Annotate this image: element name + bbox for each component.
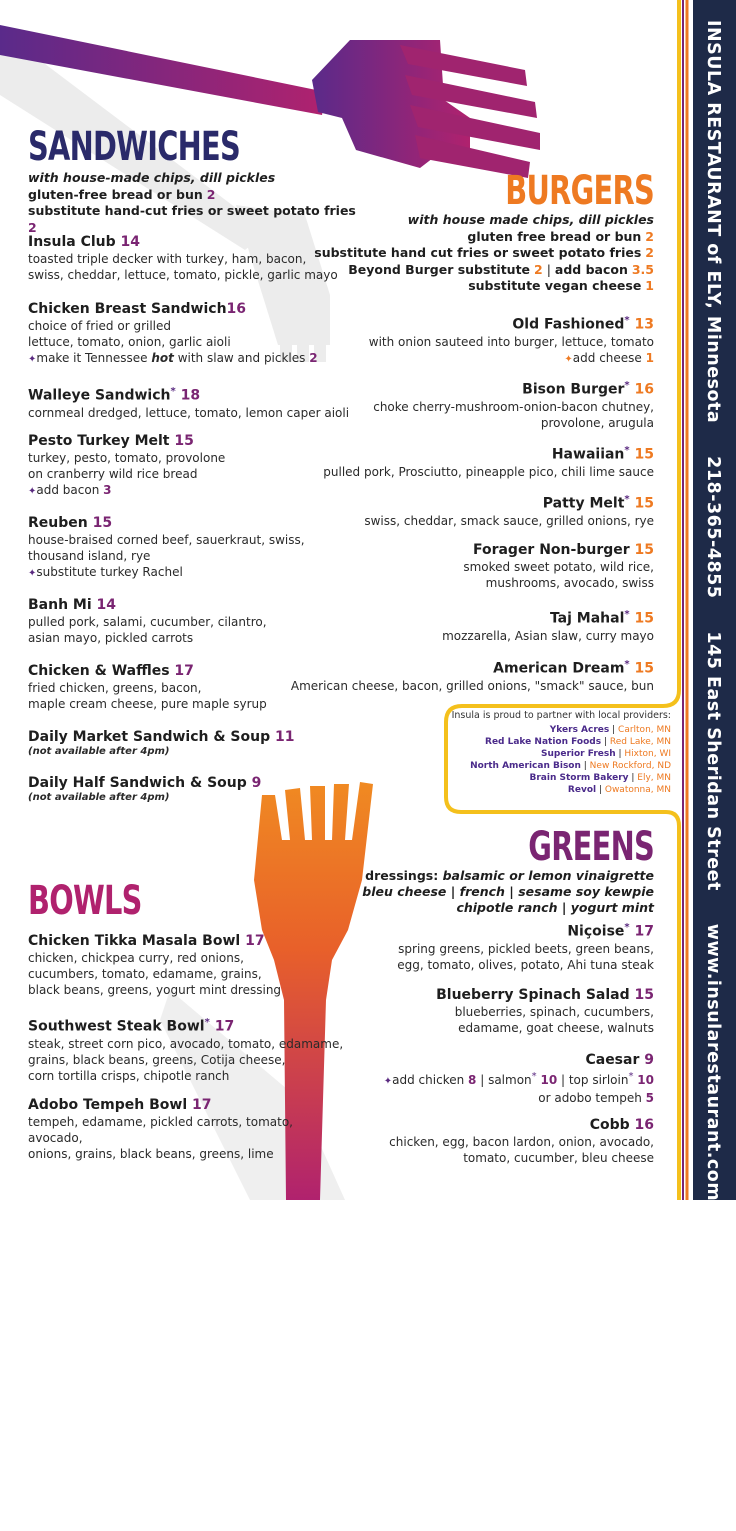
- sandwich-item: [28, 774, 368, 804]
- partner-item: North American Bison | New Rockford, ND: [470, 761, 671, 771]
- item-price: 17: [192, 1097, 212, 1113]
- item-price: 14: [96, 597, 117, 613]
- item-desc: toasted triple decker with turkey, ham, bacon,: [28, 252, 307, 266]
- item-desc: egg, tomato, olives, potato, Ahi tuna steak: [397, 957, 654, 972]
- item-name: Reuben: [28, 515, 88, 531]
- item-name: Patty Melt: [542, 495, 625, 512]
- sandwiches-note-sub: substitute hand-cut fries or sweet potato fries: [28, 203, 356, 218]
- bowls-title: BOWLS: [28, 878, 142, 924]
- item-price: 15: [634, 987, 654, 1003]
- item-name: Chicken Breast Sandwich: [28, 301, 227, 317]
- item-name: Chicken Tikka Masala Bowl: [28, 933, 241, 949]
- item-desc: spring greens, pickled beets, green beans,: [398, 941, 654, 956]
- item-price: 15: [634, 495, 654, 512]
- item-desc: steak, street corn pico, avocado, tomato, edamame,: [28, 1036, 344, 1051]
- item-desc: pulled pork, Prosciutto, pineapple pico, chili lime sauce: [323, 464, 654, 479]
- sandwich-item: Walleye Sandwich* 18 cornmeal dredged, lettuce, tomato, lemon caper aioli: [28, 383, 368, 421]
- bowl-item: [28, 1096, 348, 1162]
- item-desc: mushrooms, avocado, swiss: [485, 576, 654, 590]
- burgers-notes: with house made chips, dill pickles gluten free bread or bun 2 substitute hand cut fries or sweet potato fries 2 Beyond Burger substitute 2 | add bacon 3.5 substitute vegan cheese 1: [314, 212, 654, 293]
- sandwiches-title: SANDWICHES: [28, 124, 240, 170]
- item-addon: ✦add cheese 1: [564, 350, 654, 365]
- star-icon: ✦: [564, 353, 573, 365]
- item-name: Hawaiian: [551, 446, 625, 463]
- item-desc: asian mayo, pickled carrots: [28, 631, 194, 645]
- item-name: Daily Market Sandwich & Soup: [28, 729, 271, 745]
- burger-item: Old Fashioned* 13 with onion sauteed into burger, lettuce, tomato ✦add cheese 1: [274, 312, 654, 368]
- greens-item: [294, 1116, 654, 1166]
- item-price: 17: [634, 923, 654, 940]
- item-price: 15: [634, 660, 654, 677]
- item-desc: blueberries, spinach, cucumbers,: [454, 1005, 654, 1019]
- burger-item: Bison Burger* 16 choke cherry-mushroom-onion-bacon chutney, provolone, arugula: [274, 377, 654, 431]
- item-name: Bison Burger: [522, 381, 625, 398]
- item-price: 15: [634, 542, 654, 558]
- item-desc: edamame, goat cheese, walnuts: [458, 1021, 654, 1035]
- item-desc: mozzarella, Asian slaw, curry mayo: [442, 628, 654, 643]
- item-name: American Dream: [493, 660, 625, 677]
- item-price: 15: [634, 446, 654, 463]
- item-desc: grains, black beans, greens, Cotija cheese,: [28, 1052, 286, 1067]
- item-price: 13: [634, 316, 654, 333]
- partner-item: Ykers Acres | Carlton, MN: [549, 725, 671, 735]
- item-price: 15: [92, 515, 113, 531]
- burger-item: Hawaiian* 15 pulled pork, Prosciutto, pineapple pico, chili lime sauce: [274, 442, 654, 480]
- item-name: Daily Half Sandwich & Soup: [28, 775, 247, 791]
- burger-item: Taj Mahal* 15 mozzarella, Asian slaw, curry mayo: [274, 606, 654, 644]
- item-name: Blueberry Spinach Salad: [436, 987, 630, 1003]
- item-desc: corn tortilla crisps, chipotle ranch: [28, 1068, 230, 1083]
- burger-item: Patty Melt* 15 swiss, cheddar, smack sauce, grilled onions, rye: [274, 491, 654, 529]
- item-desc: smoked sweet potato, wild rice,: [463, 560, 654, 574]
- item-price: 16: [634, 381, 654, 398]
- item-desc: choice of fried or grilled: [28, 319, 172, 333]
- partner-item: Brain Storm Bakery | Ely, MN: [529, 773, 671, 783]
- item-desc: American cheese, bacon, grilled onions, "smack" sauce, bun: [290, 678, 654, 693]
- orange-purple-lines: [683, 0, 687, 1200]
- item-desc: cucumbers, tomato, edamame, grains,: [28, 967, 262, 981]
- item-name: Banh Mi: [28, 597, 92, 613]
- item-name: Caesar: [585, 1052, 640, 1068]
- item-desc: lettuce, tomato, onion, garlic aioli: [28, 335, 231, 349]
- item-price: 18: [180, 387, 201, 404]
- greens-section: [314, 826, 654, 916]
- item-name: Insula Club: [28, 234, 116, 250]
- item-addon: ✦add chicken 8 | salmon* 10 | top sirloin* 10: [383, 1071, 654, 1087]
- item-desc: chicken, egg, bacon lardon, onion, avocado,: [389, 1135, 654, 1149]
- burger-item: [274, 541, 654, 591]
- item-name: Cobb: [589, 1117, 630, 1133]
- item-price: 9: [644, 1052, 654, 1068]
- item-price: 14: [120, 234, 141, 250]
- partners-title: Insula is proud to partner with local providers:: [451, 710, 671, 721]
- item-price: 16: [226, 301, 247, 317]
- item-name: Niçoise: [567, 923, 625, 940]
- bowl-item: [28, 932, 348, 998]
- item-desc: choke cherry-mushroom-onion-bacon chutney,: [373, 399, 654, 414]
- item-addon: ✦add bacon 3: [28, 483, 112, 497]
- star-icon: ✦: [28, 568, 37, 579]
- item-price: 17: [245, 933, 265, 949]
- greens-item: Niçoise* 17 spring greens, pickled beets, green beans, egg, tomato, olives, potato, Ahi tuna steak: [294, 919, 654, 973]
- item-desc: tempeh, edamame, pickled carrots, tomato, avocado,: [28, 1115, 293, 1145]
- item-price: 15: [174, 433, 194, 449]
- item-desc: or adobo tempeh 5: [538, 1091, 654, 1105]
- burgers-title: BURGERS: [505, 168, 654, 214]
- item-price: 16: [634, 1117, 654, 1133]
- partner-item: Red Lake Nation Foods | Red Lake, MN: [485, 737, 671, 747]
- item-desc: swiss, cheddar, lettuce, tomato, pickle, garlic mayo: [28, 268, 338, 282]
- burger-item: American Dream* 15 American cheese, bacon, grilled onions, "smack" sauce, bun: [254, 656, 654, 694]
- sandwiches-note-chips: with house-made chips, dill pickles: [28, 170, 276, 185]
- item-name: Pesto Turkey Melt: [28, 433, 170, 449]
- item-price: 17: [214, 1018, 235, 1035]
- bowls-section: [28, 880, 348, 922]
- greens-item: [294, 986, 654, 1036]
- item-desc: onions, grains, black beans, greens, lime: [28, 1147, 274, 1161]
- item-name: Adobo Tempeh Bowl: [28, 1097, 188, 1113]
- item-desc: maple cream cheese, pure maple syrup: [28, 697, 267, 711]
- item-desc: with onion sauteed into burger, lettuce, tomato: [368, 334, 654, 349]
- item-desc: provolone, arugula: [540, 415, 654, 430]
- sandwiches-note-gf-price: 2: [206, 186, 216, 202]
- item-desc: pulled pork, salami, cucumber, cilantro,: [28, 615, 267, 629]
- item-note: (not available after 4pm): [28, 746, 170, 757]
- item-desc: swiss, cheddar, smack sauce, grilled onions, rye: [364, 513, 654, 528]
- greens-title: GREENS: [528, 824, 654, 870]
- item-desc: on cranberry wild rice bread: [28, 467, 198, 481]
- side-info-text: INSULA RESTAURANT of ELY, Minnesota 218-365-4855 145 East Sheridan Street www.insularestaurant.com sarah@insularestaurant.com: [703, 20, 723, 1531]
- item-addon: ✦make it Tennessee hot with slaw and pickles 2: [28, 351, 318, 365]
- item-desc: house-braised corned beef, sauerkraut, swiss,: [28, 533, 305, 547]
- partners-box: [451, 710, 671, 796]
- item-price: 9: [251, 775, 262, 791]
- item-desc: chicken, chickpea curry, red onions,: [28, 951, 244, 965]
- partner-item: Revol | Owatonna, MN: [567, 785, 671, 795]
- star-icon: ✦: [383, 1076, 393, 1087]
- item-price: 17: [174, 663, 194, 679]
- bowl-item: Southwest Steak Bowl* 17 steak, street corn pico, avocado, tomato, edamame, grains, black beans, greens, Cotija cheese, corn tortilla crisps, chipotle ranch: [28, 1014, 348, 1084]
- item-note: (not available after 4pm): [28, 792, 170, 803]
- burgers-section: [274, 170, 654, 295]
- item-desc: black beans, greens, yogurt mint dressing: [28, 983, 282, 997]
- item-price: 15: [634, 610, 654, 627]
- greens-dressings: dressings: balsamic or lemon vinaigrette bleu cheese | french | sesame soy kewpie chipotle ranch | yogurt mint: [362, 868, 654, 915]
- item-name: Chicken & Waffles: [28, 663, 170, 679]
- item-desc: fried chicken, greens, bacon,: [28, 681, 202, 695]
- item-desc: tomato, cucumber, bleu cheese: [463, 1151, 654, 1165]
- item-desc: thousand island, rye: [28, 549, 151, 563]
- sandwiches-note-sub-price: 2: [28, 219, 37, 235]
- partner-item: Superior Fresh | Hixton, WI: [541, 749, 671, 759]
- item-name: Walleye Sandwich: [28, 387, 171, 404]
- sandwich-item: [28, 728, 368, 758]
- item-name: Old Fashioned: [512, 316, 625, 333]
- sandwiches-note-gf: gluten-free bread or bun: [28, 186, 203, 202]
- item-name: Southwest Steak Bowl: [28, 1018, 205, 1035]
- star-icon: ✦: [28, 354, 37, 365]
- item-addon: ✦substitute turkey Rachel: [28, 565, 183, 579]
- item-name: Forager Non-burger: [472, 542, 630, 558]
- item-desc: cornmeal dredged, lettuce, tomato, lemon caper aioli: [28, 405, 350, 420]
- item-name: Taj Mahal: [549, 610, 625, 627]
- star-icon: ✦: [28, 486, 37, 497]
- item-price: 11: [274, 729, 295, 745]
- greens-item: [294, 1051, 654, 1106]
- item-desc: turkey, pesto, tomato, provolone: [28, 451, 226, 465]
